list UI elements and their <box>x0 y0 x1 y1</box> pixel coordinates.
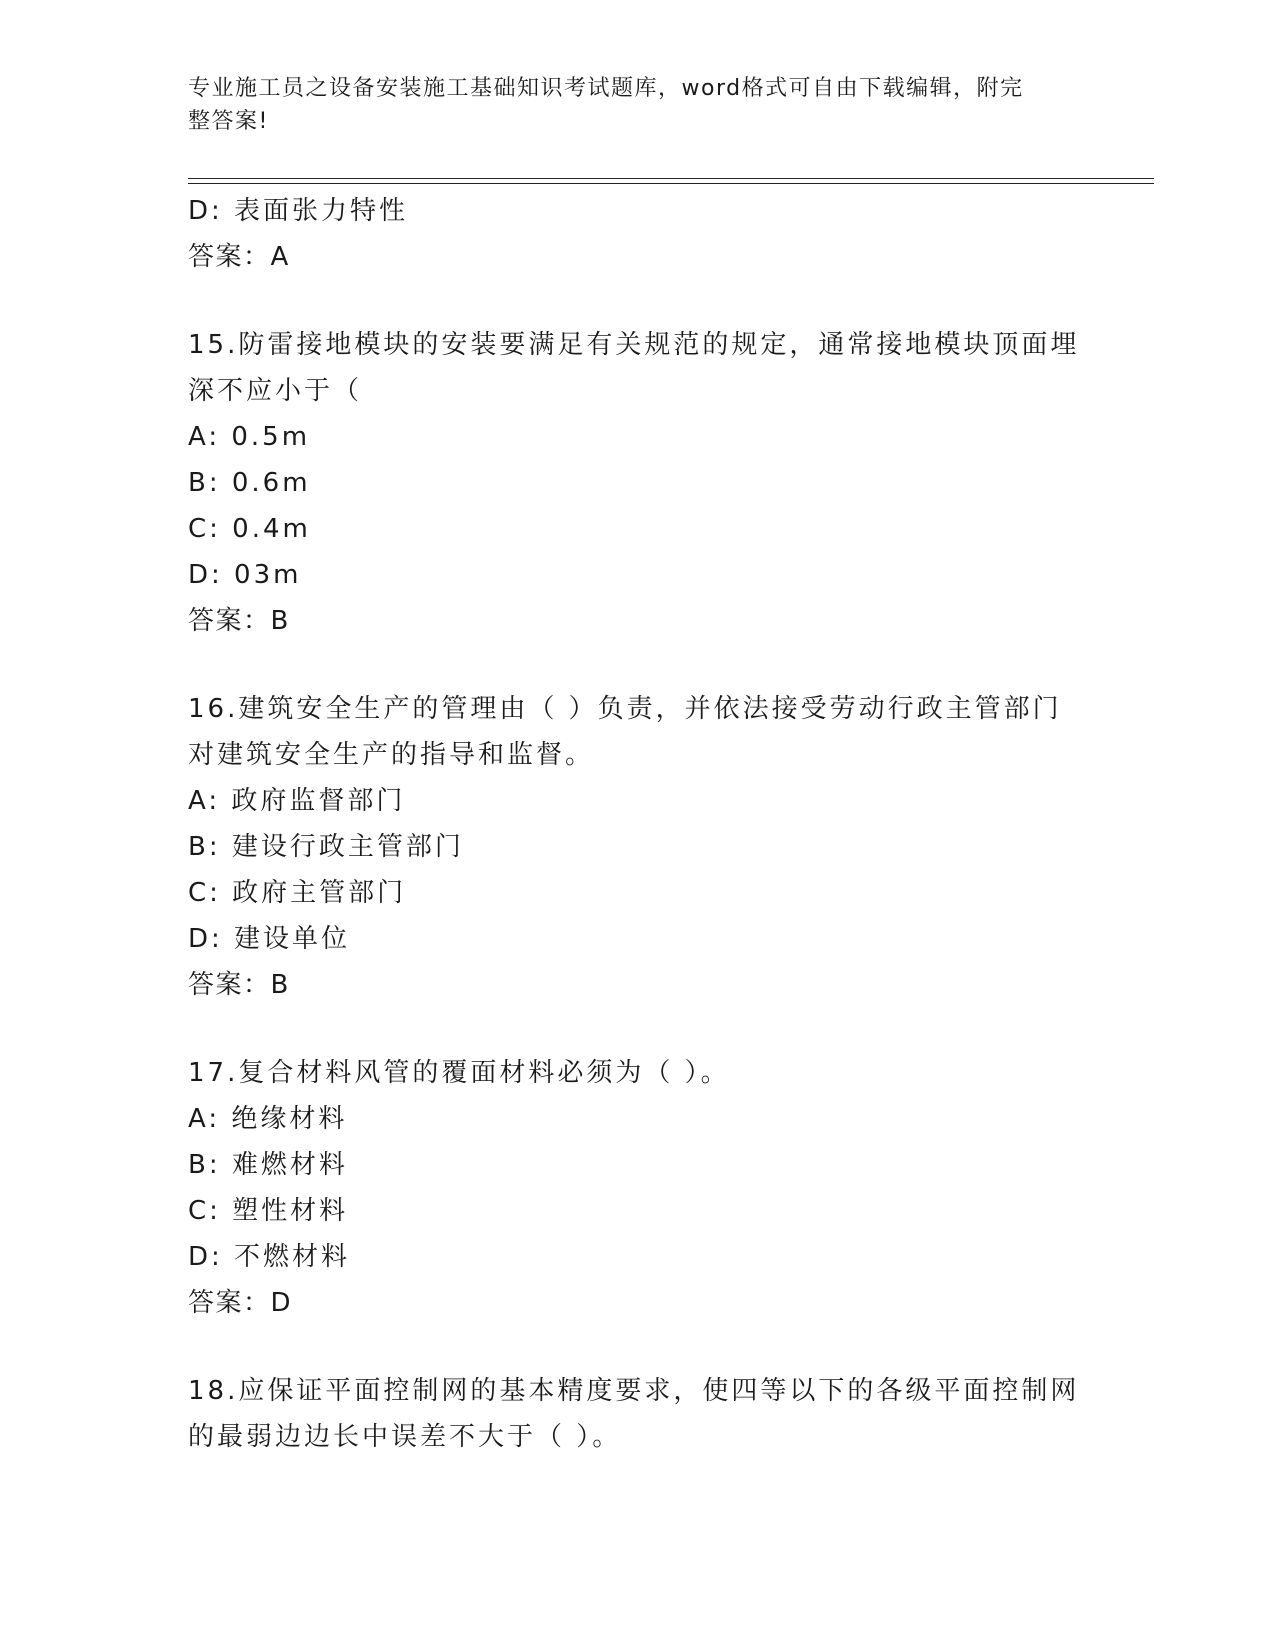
q14-answer: 答案：A <box>188 242 290 272</box>
q16-answer: 答案：B <box>188 970 290 1000</box>
q15-option-b: B: 0.6m <box>188 468 311 498</box>
header-line-1: 专业施工员之设备安装施工基础知识考试题库，word格式可自由下载编辑，附完 <box>188 76 1024 101</box>
q15-option-c: C: 0.4m <box>188 514 311 544</box>
q16-option-d: D: 建设单位 <box>188 924 351 954</box>
q16-stem-line-2: 对建筑安全生产的指导和监督。 <box>188 740 595 770</box>
q15-answer: 答案：B <box>188 606 290 636</box>
q17-option-d: D: 不燃材料 <box>188 1242 351 1272</box>
q15-stem-line-1: 15.防雷接地模块的安装要满足有关规范的规定，通常接地模块顶面埋 <box>188 330 1080 360</box>
q17-answer: 答案：D <box>188 1288 293 1318</box>
q16-option-b: B: 建设行政主管部门 <box>188 832 464 862</box>
question-content <box>188 188 1088 1460</box>
spacer <box>188 280 1088 322</box>
q17-option-b: B: 难燃材料 <box>188 1150 348 1180</box>
q18-stem-line-1: 18.应保证平面控制网的基本精度要求，使四等以下的各级平面控制网 <box>188 1376 1080 1406</box>
q17-option-c: C: 塑性材料 <box>188 1196 349 1226</box>
q16-option-a: A: 政府监督部门 <box>188 786 406 816</box>
q16-option-c: C: 政府主管部门 <box>188 878 407 908</box>
q14-option-d: D: 表面张力特性 <box>188 196 409 226</box>
q16-stem-line-1: 16.建筑安全生产的管理由（ ）负责，并依法接受劳动行政主管部门 <box>188 694 1062 724</box>
header-line-2: 整答案! <box>188 109 269 134</box>
q17-stem-line-1: 17.复合材料风管的覆面材料必须为（ ）。 <box>188 1058 730 1088</box>
spacer <box>188 1008 1088 1050</box>
q17-option-a: A: 绝缘材料 <box>188 1104 348 1134</box>
q15-stem-line-2: 深不应小于（ <box>188 376 363 406</box>
document-header <box>188 72 1068 138</box>
q15-option-d: D: 03m <box>188 560 302 590</box>
header-rule-bottom <box>188 183 1154 184</box>
q18-stem-line-2: 的最弱边边长中误差不大于（ ）。 <box>188 1422 622 1452</box>
header-rule-top <box>188 178 1154 179</box>
q15-option-a: A: 0.5m <box>188 422 311 452</box>
spacer <box>188 644 1088 686</box>
spacer <box>188 1326 1088 1368</box>
